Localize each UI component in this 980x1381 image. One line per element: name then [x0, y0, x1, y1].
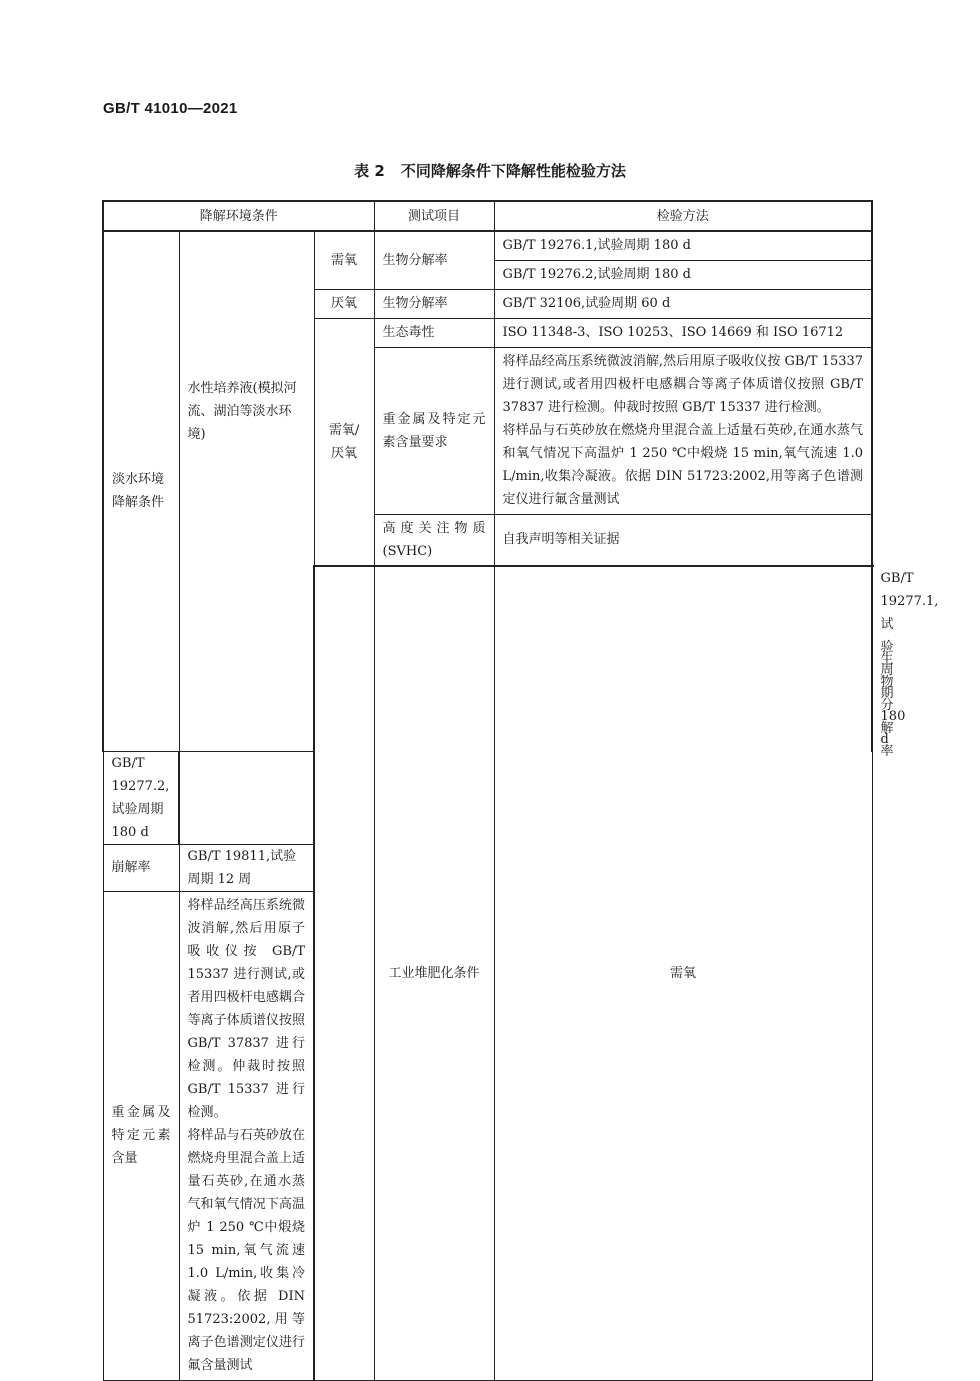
method-cell [179, 891, 314, 1380]
env-fresh-water: 淡水环境降解条件 [103, 231, 179, 751]
test-item-disintegration: 崩解率 [103, 844, 179, 891]
test-item-heavy-metals: 重金属及特定元素含量 [103, 891, 179, 1380]
method-cell: GB/T 32106,试验周期 60 d [494, 289, 872, 318]
medium-industrial-compost: 工业堆肥化条件 [374, 566, 494, 1381]
table-header-row [103, 201, 872, 231]
condition-aerobic: 需氧 [494, 566, 872, 1381]
test-item-ecotoxicity: 生态毒性 [374, 318, 494, 347]
column-header-environment: 降解环境条件 [103, 201, 374, 231]
method-cell: GB/T 19276.2,试验周期 180 d [494, 260, 872, 289]
table-number: 表 2 [354, 162, 385, 180]
condition-aerobic: 需氧 [314, 231, 374, 289]
method-cell: 自我声明等相关证据 [494, 514, 872, 566]
method-paragraph: 将样品与石英砂放在燃烧舟里混合盖上适量石英砂,在通水蒸气和氧气情况下高温炉 1 250 ℃中煅烧 15 min,氧气流速 1.0 L/min,收集冷凝液。依据 DIN 51723:2002,用等离子色谱测定仪进行氟含量测试 [187, 1127, 305, 1373]
env-compost-blank [314, 566, 374, 1381]
method-cell [494, 347, 872, 514]
method-cell: ISO 11348-3、ISO 10253、ISO 14669 和 ISO 16712 [494, 318, 872, 347]
method-cell: GB/T 19276.1,试验周期 180 d [494, 231, 872, 260]
method-cell: GB/T 19811,试验周期 12 周 [179, 844, 314, 891]
table-title: 不同降解条件下降解性能检验方法 [400, 162, 626, 180]
table-caption [0, 160, 980, 181]
test-item-biodegradation: 生物分解率 [374, 231, 494, 289]
method-paragraph: 将样品与石英砂放在燃烧舟里混合盖上适量石英砂,在通水蒸气和氧气情况下高温炉 1 250 ℃中煅烧 15 min,氧气流速 1.0 L/min,收集冷凝液。依据 DIN 51723:2002,用等离子色谱测定仪进行氟含量测试 [502, 422, 864, 507]
column-header-test-item: 测试项目 [374, 201, 494, 231]
column-header-method: 检验方法 [494, 201, 872, 231]
degradation-test-methods-table [102, 200, 939, 1381]
medium-water-culture: 水性培养液(模拟河流、湖泊等淡水环境) [179, 231, 314, 751]
method-paragraph: 将样品经高压系统微波消解,然后用原子吸收仪按 GB/T 15337 进行测试,或者用四极杆电感耦合等离子体质谱仪按照 GB/T 37837 进行检测。仲裁时按照 GB/T 15337 进行检测。 [502, 353, 864, 415]
test-item-svhc: 高度关注物质(SVHC) [374, 514, 494, 566]
condition-anaerobic: 厌氧 [314, 289, 374, 318]
test-item-heavy-metals: 重金属及特定元素含量要求 [374, 347, 494, 514]
method-cell: GB/T 19277.2,试验周期 180 d [103, 751, 179, 844]
table-row: 工业堆肥化条件 需氧 生物分解率 GB/T 19277.1,试验周期 180 d [103, 566, 872, 752]
test-item-biodegradation: 生物分解率 [374, 289, 494, 318]
table-row [103, 231, 872, 260]
method-paragraph: 将样品经高压系统微波消解,然后用原子吸收仪按 GB/T 15337 进行测试,或者用四极杆电感耦合等离子体质谱仪按照 GB/T 37837 进行检测。仲裁时按照 GB/T 15337 进行检测。 [187, 897, 305, 1120]
condition-aerobic-anaerobic: 需氧/厌氧 [314, 318, 374, 566]
standard-code-header: GB/T 41010—2021 [103, 100, 238, 117]
